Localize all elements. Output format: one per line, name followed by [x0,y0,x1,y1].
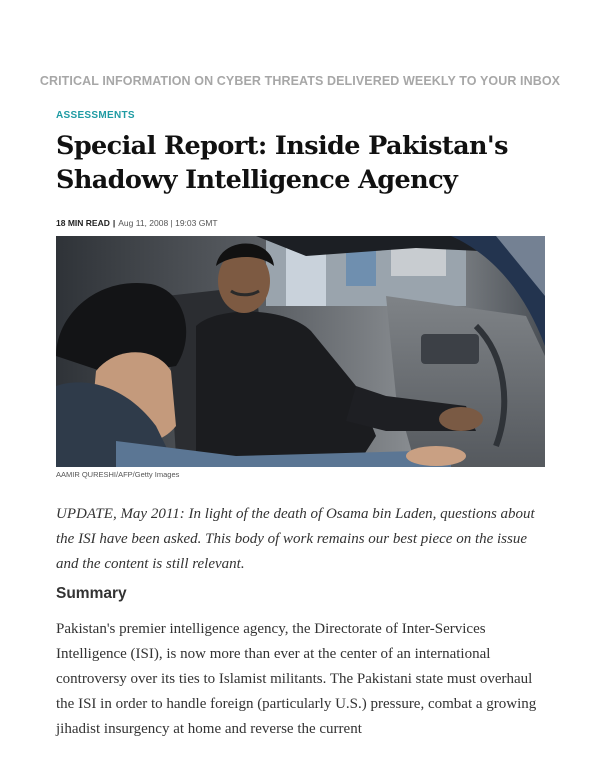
meta-separator: | [112,218,116,228]
summary-text: Pakistan's premier intelligence agency, the Directorate of Inter-Services Intelligence (ISI), is now more than ever at the center of an international controversy over its ties to Islamist militants. The Pakistani state must overhaul the ISI in order to handle foreign (particularly U.S.) pressure, combat a growing jihadist insurgency at home and reverse the current [56,621,537,737]
category-link[interactable]: ASSESSMENTS [56,110,135,121]
article-meta [56,218,218,228]
newsletter-banner[interactable]: CRITICAL INFORMATION ON CYBER THREATS DELIVERED WEEKLY TO YOUR INBOX [39,74,561,88]
summary-heading: Summary [56,585,127,602]
article-photo [56,236,545,467]
photo-credit: AAMIR QURESHI/AFP/Getty Images [56,470,180,479]
publish-date: Aug 11, 2008 | 19:03 GMT [118,218,218,228]
read-time: 18 MIN READ [56,218,110,228]
article-title: Special Report: Inside Pakistan's Shadowy Intelligence Agency [56,131,508,195]
update-note: UPDATE, May 2011: In light of the death of Osama bin Laden, questions about the ISI have been asked. This body of work remains our best piece on the issue and the content is still relevant. [56,506,535,572]
